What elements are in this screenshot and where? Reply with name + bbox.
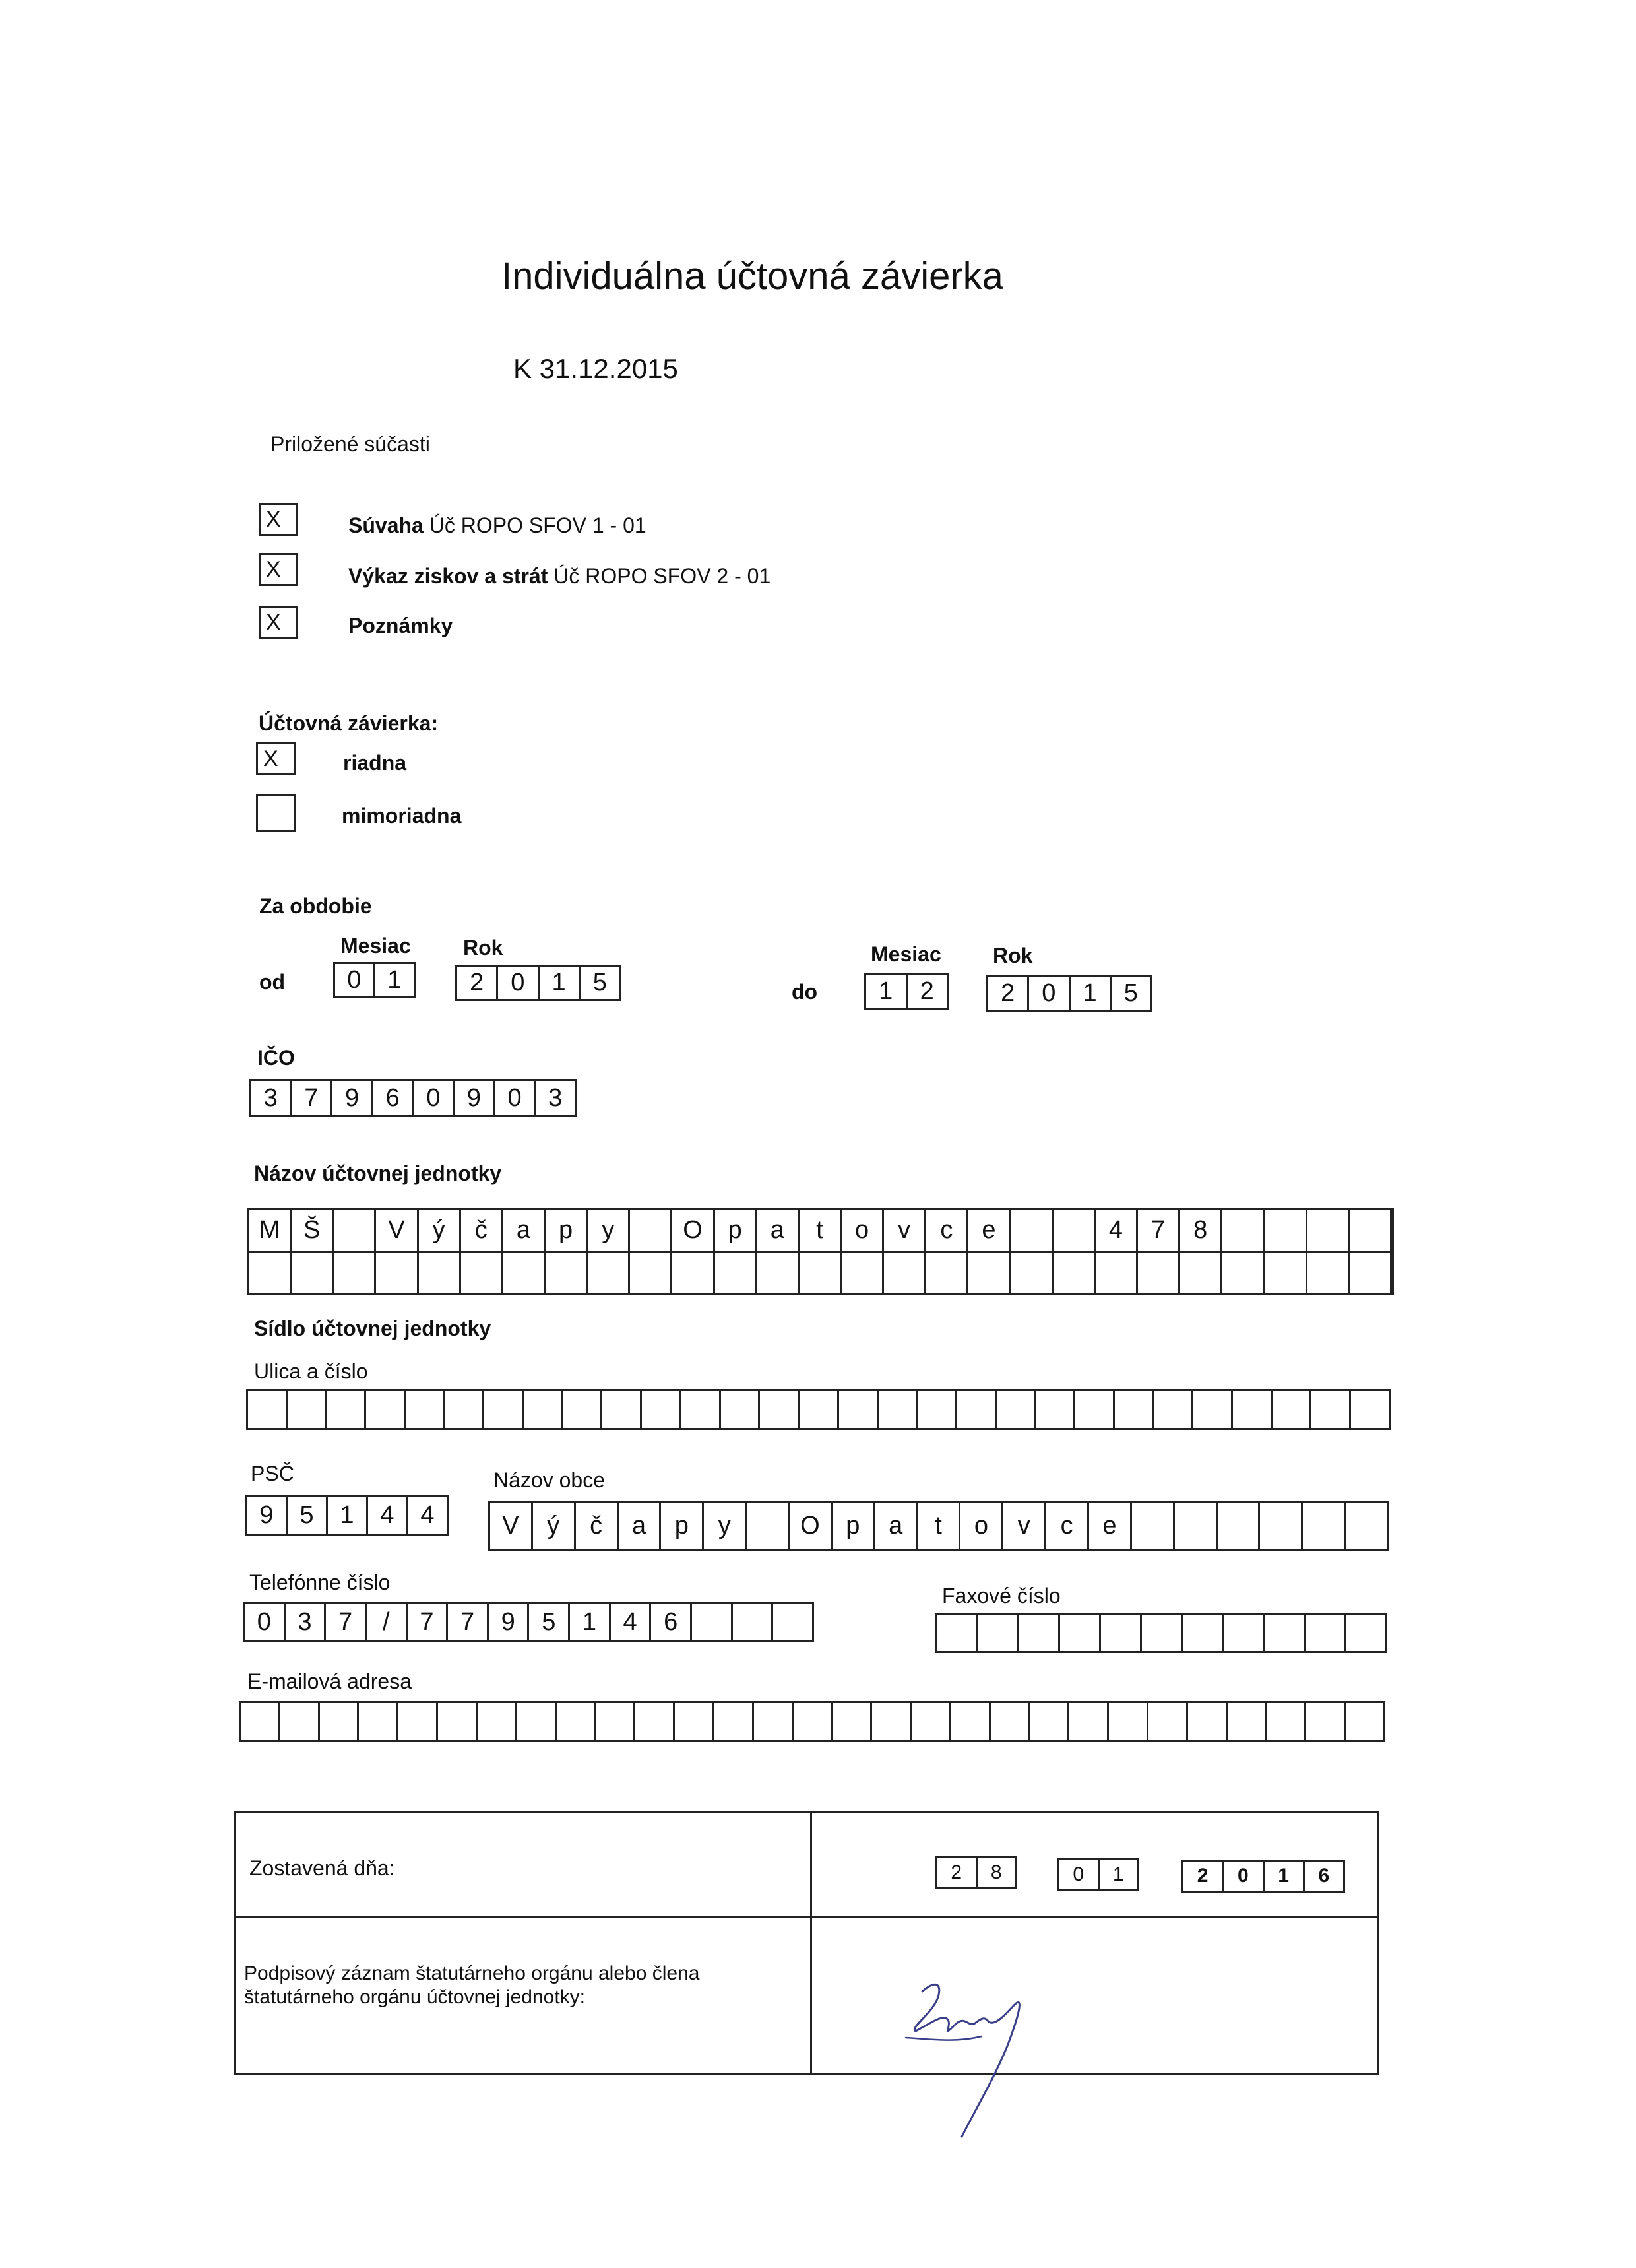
from-label: od <box>259 970 286 994</box>
char-cell <box>842 1253 884 1295</box>
handwritten-signature <box>883 1965 1094 2163</box>
char-cell <box>461 1253 503 1295</box>
char-cell: č <box>461 1210 503 1251</box>
char-cell <box>288 1391 327 1428</box>
char-cell <box>1311 1391 1351 1428</box>
char-cell <box>1148 1703 1188 1740</box>
char-cell <box>1019 1615 1060 1651</box>
char-cell <box>918 1391 957 1428</box>
char-cell <box>839 1391 879 1428</box>
char-cell <box>1306 1703 1346 1740</box>
char-cell: O <box>672 1210 714 1251</box>
digit-cell: 2 <box>908 975 949 1008</box>
char-cell <box>957 1391 997 1428</box>
char-cell: t <box>918 1503 961 1549</box>
char-cell <box>630 1253 672 1295</box>
char-cell: / <box>367 1604 408 1640</box>
char-cell <box>406 1391 445 1428</box>
digit-cell: 9 <box>455 1081 495 1115</box>
char-cell <box>635 1703 675 1740</box>
char-cell <box>672 1253 714 1295</box>
char-cell: 7 <box>1138 1210 1180 1251</box>
ico-label: IČO <box>257 1046 295 1070</box>
char-cell <box>249 1253 292 1295</box>
char-cell <box>1011 1210 1054 1251</box>
closing-checkbox-extraordinary[interactable] <box>256 794 296 832</box>
from-year-field[interactable] <box>455 965 621 1001</box>
char-cell <box>1115 1391 1154 1428</box>
closing-option-regular: riadna <box>343 751 407 775</box>
phone-label: Telefónne číslo <box>249 1571 391 1594</box>
char-cell: o <box>842 1210 884 1251</box>
char-cell <box>1303 1503 1346 1549</box>
char-cell <box>1307 1210 1350 1251</box>
char-cell <box>1030 1703 1070 1740</box>
city-field[interactable] <box>488 1501 1389 1551</box>
char-cell <box>879 1391 918 1428</box>
char-cell: ý <box>419 1210 461 1251</box>
digit-cell: 0 <box>1029 977 1070 1010</box>
char-cell: 5 <box>288 1497 328 1534</box>
char-cell <box>1273 1391 1312 1428</box>
compiled-year-field[interactable] <box>1181 1860 1345 1893</box>
char-cell <box>1075 1391 1115 1428</box>
attachments-label: Priložené súčasti <box>270 432 430 456</box>
digit-cell: 5 <box>1112 977 1152 1010</box>
char-cell <box>912 1703 951 1740</box>
char-cell <box>546 1253 588 1295</box>
char-cell <box>1224 1615 1265 1651</box>
char-cell <box>588 1253 630 1295</box>
char-cell <box>733 1604 774 1640</box>
char-cell: c <box>1046 1503 1089 1549</box>
char-cell <box>1228 1703 1267 1740</box>
char-cell: p <box>833 1503 875 1549</box>
char-cell: M <box>249 1210 292 1251</box>
signature-table <box>234 1811 1379 2075</box>
char-cell <box>1346 1615 1387 1651</box>
digit-cell: 1 <box>540 967 581 999</box>
char-cell <box>1142 1615 1183 1651</box>
char-cell <box>1054 1210 1096 1251</box>
char-cell: O <box>790 1503 833 1549</box>
char-cell <box>1180 1253 1222 1295</box>
char-cell <box>1307 1253 1350 1295</box>
char-cell <box>327 1391 366 1428</box>
digit-cell: 0 <box>498 967 539 999</box>
char-cell: v <box>884 1210 926 1251</box>
char-cell <box>968 1253 1011 1295</box>
char-cell: 9 <box>247 1497 288 1534</box>
city-label: Názov obce <box>493 1468 605 1492</box>
char-cell: 4 <box>408 1497 449 1534</box>
char-cell <box>280 1703 320 1740</box>
closing-date: K 31.12.2015 <box>513 353 678 384</box>
char-cell <box>419 1253 461 1295</box>
char-cell <box>366 1391 406 1428</box>
email-label: E-mailová adresa <box>247 1669 412 1693</box>
char-cell <box>937 1615 978 1651</box>
char-cell: 7 <box>448 1604 489 1640</box>
char-cell <box>1351 1391 1391 1428</box>
char-cell <box>334 1253 376 1295</box>
char-cell <box>1267 1703 1307 1740</box>
char-cell <box>248 1391 288 1428</box>
char-cell <box>1183 1615 1224 1651</box>
to-month-label: Mesiac <box>871 942 941 966</box>
char-cell <box>997 1391 1036 1428</box>
closing-checkbox-regular[interactable]: X <box>256 742 296 775</box>
digit-cell: 5 <box>581 967 621 999</box>
char-cell <box>292 1253 334 1295</box>
street-field[interactable] <box>246 1389 1391 1430</box>
compiled-date-label: Zostavená dňa: <box>249 1856 395 1880</box>
attachment-checkbox-poznamky[interactable]: X <box>259 606 298 639</box>
char-cell <box>1154 1391 1194 1428</box>
char-cell: 4 <box>368 1497 408 1534</box>
attachment-label-poznamky: Poznámky <box>348 614 453 637</box>
digit-cell: 1 <box>375 964 416 996</box>
digit-cell: 2 <box>937 1858 978 1887</box>
digit-cell: 1 <box>1100 1860 1140 1889</box>
char-cell <box>681 1391 721 1428</box>
char-cell <box>334 1210 376 1251</box>
char-cell <box>1346 1503 1389 1549</box>
char-cell <box>715 1253 757 1295</box>
char-cell <box>1101 1615 1142 1651</box>
digit-cell: 6 <box>373 1081 414 1115</box>
char-cell: p <box>715 1210 757 1251</box>
seat-label: Sídlo účtovnej jednotky <box>254 1316 491 1340</box>
char-cell <box>1265 1210 1307 1251</box>
char-cell: 9 <box>489 1604 530 1640</box>
char-cell <box>760 1391 800 1428</box>
char-cell <box>1054 1253 1096 1295</box>
psc-field[interactable] <box>245 1495 449 1536</box>
char-cell <box>398 1703 438 1740</box>
phone-field[interactable] <box>243 1602 814 1642</box>
digit-cell: 2 <box>988 977 1029 1010</box>
char-cell <box>800 1391 839 1428</box>
char-cell <box>1233 1391 1273 1428</box>
digit-cell: 1 <box>1071 977 1112 1010</box>
to-year-field[interactable] <box>986 975 1152 1012</box>
char-cell: a <box>503 1210 546 1251</box>
digit-cell: 1 <box>1265 1862 1305 1891</box>
char-cell: 4 <box>1096 1210 1138 1251</box>
char-cell <box>1222 1210 1265 1251</box>
page-title: Individuálna účtovná závierka <box>501 255 1003 298</box>
char-cell <box>747 1503 790 1549</box>
attachment-label-suvaha: Súvaha Úč ROPO SFOV 1 - 01 <box>348 513 646 537</box>
to-label: do <box>792 980 818 1004</box>
fax-label: Faxové číslo <box>942 1584 1061 1607</box>
char-cell <box>376 1253 418 1295</box>
char-cell <box>991 1703 1030 1740</box>
char-cell: a <box>875 1503 918 1549</box>
char-cell: a <box>619 1503 662 1549</box>
char-cell <box>602 1391 642 1428</box>
period-label: Za obdobie <box>259 894 372 918</box>
digit-cell: 0 <box>335 964 375 996</box>
char-cell <box>1011 1253 1054 1295</box>
char-cell <box>1096 1253 1138 1295</box>
char-cell: p <box>661 1503 704 1549</box>
char-cell: 7 <box>326 1604 367 1640</box>
digit-cell: 2 <box>1183 1862 1224 1891</box>
char-cell <box>596 1703 635 1740</box>
char-cell <box>1265 1253 1307 1295</box>
digit-cell: 0 <box>414 1081 455 1115</box>
char-cell <box>692 1604 733 1640</box>
char-cell <box>484 1391 524 1428</box>
table-divider <box>810 1813 812 2073</box>
char-cell: V <box>376 1210 418 1251</box>
char-cell <box>320 1703 360 1740</box>
char-cell <box>754 1703 794 1740</box>
char-cell: y <box>704 1503 747 1549</box>
char-cell <box>1132 1503 1175 1549</box>
char-cell <box>773 1604 814 1640</box>
char-cell <box>630 1210 672 1251</box>
char-cell: 8 <box>1180 1210 1222 1251</box>
char-cell <box>1306 1615 1346 1651</box>
char-cell <box>714 1703 754 1740</box>
closing-type-label: Účtovná závierka: <box>259 711 439 735</box>
digit-cell: 6 <box>1305 1862 1345 1891</box>
attachment-checkbox-vykaz[interactable]: X <box>259 553 298 586</box>
char-cell <box>438 1703 478 1740</box>
char-cell: 7 <box>408 1604 449 1640</box>
char-cell <box>872 1703 912 1740</box>
compiled-day-field[interactable] <box>935 1856 1017 1889</box>
digit-cell: 0 <box>1059 1860 1100 1889</box>
unit-name-label: Názov účtovnej jednotky <box>254 1161 502 1185</box>
char-cell <box>1260 1503 1303 1549</box>
char-cell: ý <box>533 1503 576 1549</box>
compiled-month-field[interactable] <box>1057 1858 1139 1891</box>
char-cell <box>1175 1503 1218 1549</box>
char-cell: p <box>546 1210 588 1251</box>
char-cell <box>833 1703 872 1740</box>
char-cell <box>642 1391 681 1428</box>
char-cell <box>926 1253 968 1295</box>
char-cell: 4 <box>611 1604 652 1640</box>
char-cell <box>1350 1210 1392 1251</box>
digit-cell: 7 <box>292 1081 333 1115</box>
char-cell: v <box>1003 1503 1046 1549</box>
char-cell <box>1109 1703 1148 1740</box>
char-cell <box>1188 1703 1228 1740</box>
char-cell: 6 <box>651 1604 692 1640</box>
char-cell: č <box>576 1503 619 1549</box>
email-field[interactable] <box>239 1701 1385 1742</box>
char-cell: 1 <box>570 1604 611 1640</box>
char-cell <box>517 1703 557 1740</box>
attachment-label-vykaz: Výkaz ziskov a strát Úč ROPO SFOV 2 - 01 <box>348 564 771 588</box>
char-cell <box>757 1253 800 1295</box>
digit-cell: 8 <box>978 1858 1018 1887</box>
unit-name-field[interactable] <box>247 1208 1394 1295</box>
char-cell <box>1218 1503 1261 1549</box>
char-cell <box>1069 1703 1109 1740</box>
digit-cell: 3 <box>536 1081 577 1115</box>
char-cell <box>1036 1391 1075 1428</box>
char-cell <box>1222 1253 1265 1295</box>
char-cell <box>800 1253 842 1295</box>
char-cell <box>359 1703 398 1740</box>
char-cell <box>524 1391 563 1428</box>
char-cell <box>557 1703 596 1740</box>
digit-cell: 0 <box>1224 1862 1264 1891</box>
char-cell <box>884 1253 926 1295</box>
char-cell <box>721 1391 761 1428</box>
char-cell <box>1060 1615 1101 1651</box>
char-cell: e <box>968 1210 1011 1251</box>
to-month-field[interactable] <box>864 973 949 1010</box>
char-cell: V <box>490 1503 533 1549</box>
digit-cell: 0 <box>495 1081 536 1115</box>
char-cell: a <box>757 1210 800 1251</box>
char-cell: 0 <box>245 1604 286 1640</box>
char-cell: t <box>800 1210 842 1251</box>
char-cell <box>1138 1253 1180 1295</box>
digit-cell: 3 <box>251 1081 292 1115</box>
char-cell <box>445 1391 485 1428</box>
char-cell: c <box>926 1210 968 1251</box>
char-cell: o <box>960 1503 1003 1549</box>
char-cell <box>951 1703 991 1740</box>
psc-label: PSČ <box>251 1462 294 1485</box>
to-year-label: Rok <box>993 944 1033 967</box>
char-cell: 5 <box>529 1604 570 1640</box>
char-cell: Š <box>292 1210 334 1251</box>
signature-record-label: Podpisový záznam štatutárneho orgánu alebo člena štatutárneho orgánu účtovnej jednotky: <box>244 1962 700 2008</box>
from-month-label: Mesiac <box>340 934 411 957</box>
char-cell <box>563 1391 603 1428</box>
digit-cell: 1 <box>866 975 908 1008</box>
char-cell <box>1193 1391 1233 1428</box>
char-cell: y <box>588 1210 630 1251</box>
char-cell <box>794 1703 833 1740</box>
from-month-field[interactable] <box>333 962 416 998</box>
char-cell <box>503 1253 546 1295</box>
char-cell <box>1346 1703 1385 1740</box>
ico-field[interactable] <box>249 1079 577 1117</box>
char-cell: 1 <box>328 1497 368 1534</box>
table-divider <box>236 1916 1377 1918</box>
char-cell: 3 <box>286 1604 327 1640</box>
digit-cell: 2 <box>457 967 498 999</box>
char-cell <box>478 1703 517 1740</box>
char-cell <box>1350 1253 1392 1295</box>
char-cell <box>675 1703 714 1740</box>
char-cell <box>978 1615 1019 1651</box>
char-cell: e <box>1089 1503 1132 1549</box>
street-label: Ulica a číslo <box>254 1359 368 1383</box>
char-cell <box>1265 1615 1306 1651</box>
char-cell <box>241 1703 280 1740</box>
fax-field[interactable] <box>935 1613 1387 1653</box>
digit-cell: 9 <box>332 1081 373 1115</box>
attachment-checkbox-suvaha[interactable]: X <box>259 503 298 536</box>
closing-option-extraordinary: mimoriadna <box>342 804 462 827</box>
from-year-label: Rok <box>463 936 503 959</box>
